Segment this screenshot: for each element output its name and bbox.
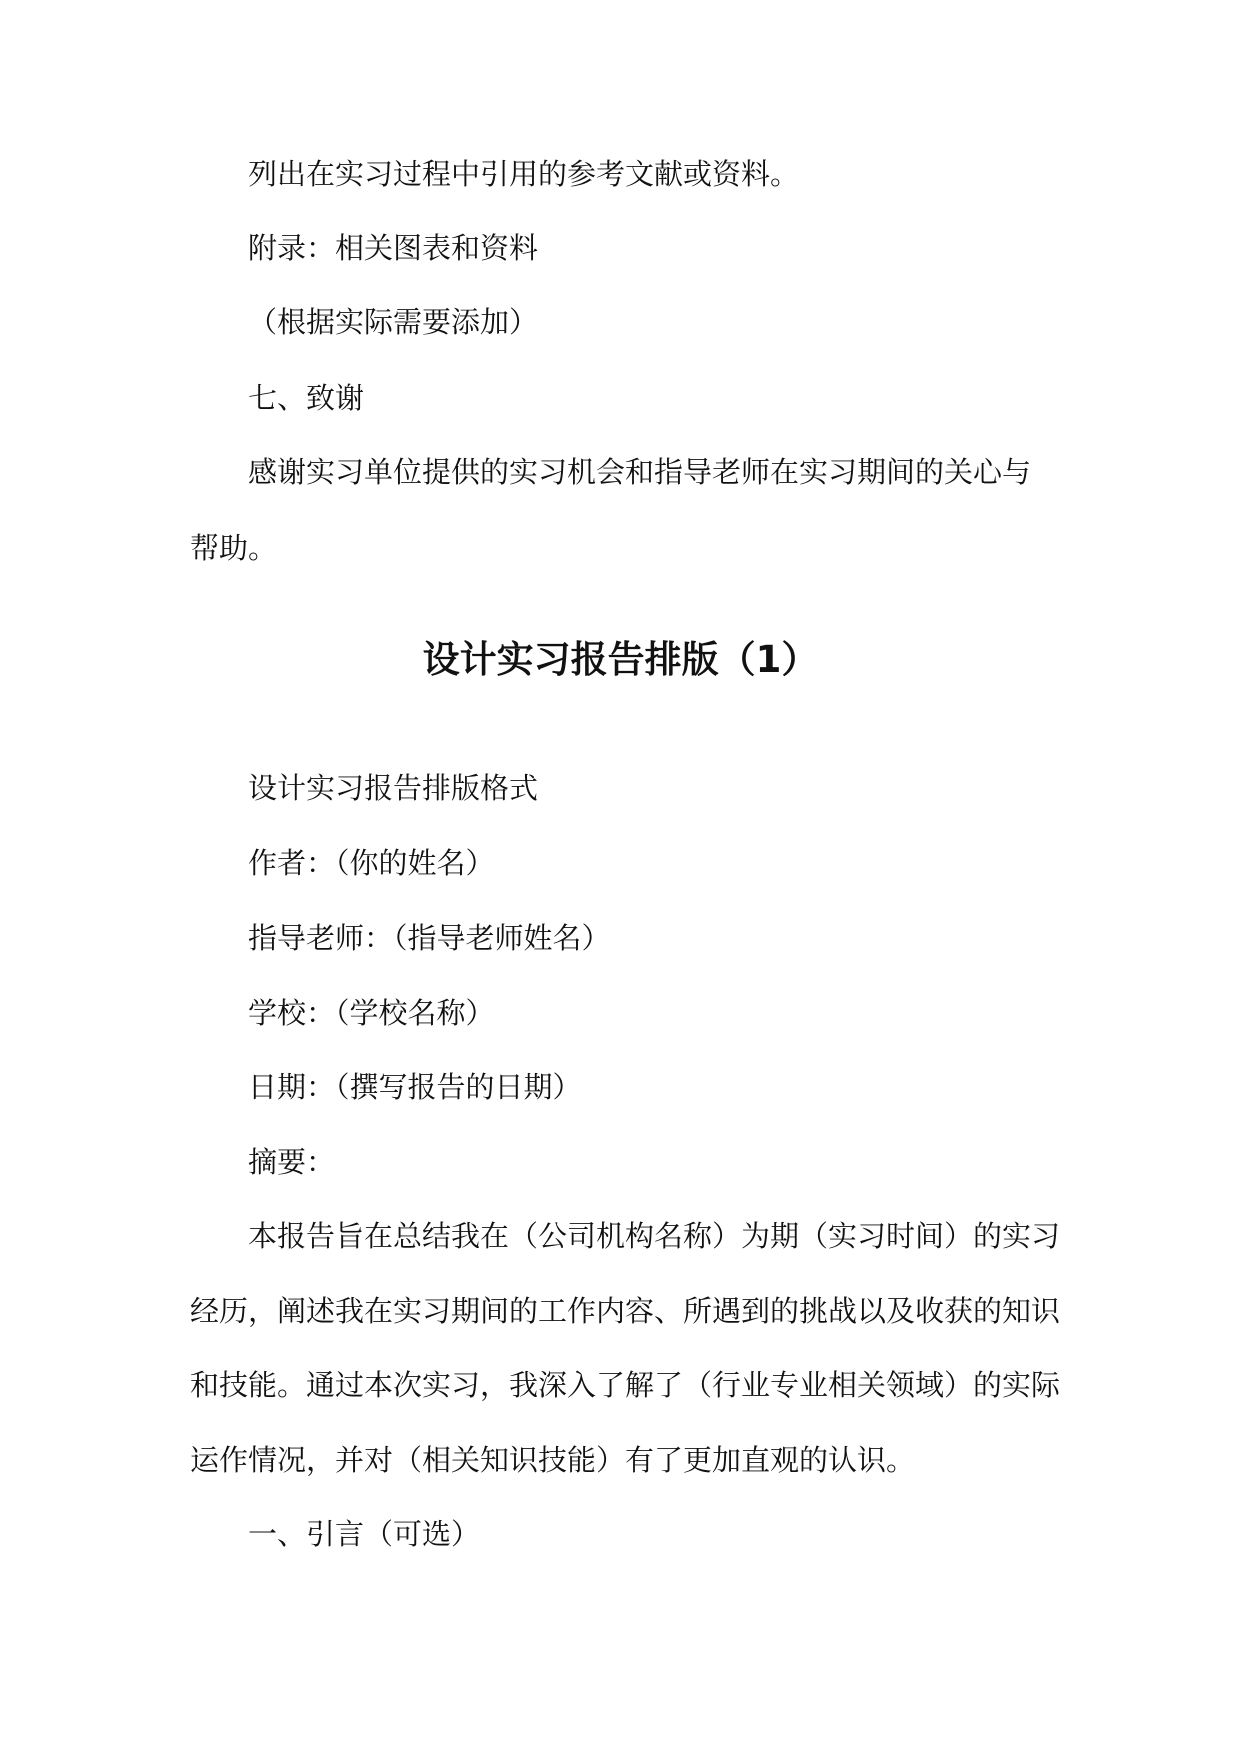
- abstract-heading: 摘要：: [248, 1145, 336, 1179]
- appendix-line: 附录：相关图表和资料: [248, 231, 539, 265]
- cover-field-author: 作者：（你的姓名）: [248, 846, 495, 880]
- cover-field-format: 设计实习报告排版格式: [248, 771, 539, 805]
- appendix-note: （根据实际需要添加）: [248, 305, 539, 339]
- cover-field-date: 日期：（撰写报告的日期）: [248, 1070, 582, 1104]
- section-heading-introduction: 一、引言（可选）: [248, 1517, 481, 1551]
- acknowledgement-heading: 七、致谢: [248, 381, 365, 415]
- page-title: 设计实习报告排版（1）: [422, 638, 819, 681]
- abstract-line-2: 经历，阐述我在实习期间的工作内容、所遇到的挑战以及收获的知识: [190, 1294, 1061, 1328]
- thanks-line-1: 感谢实习单位提供的实习机会和指导老师在实习期间的关心与: [248, 455, 1032, 489]
- abstract-line-1: 本报告旨在总结我在（公司机构名称）为期（实习时间）的实习: [248, 1219, 1061, 1253]
- abstract-line-3: 和技能。通过本次实习，我深入了解了（行业专业相关领域）的实际: [190, 1368, 1061, 1402]
- cover-field-advisor: 指导老师：（指导老师姓名）: [248, 921, 611, 955]
- cover-field-school: 学校：（学校名称）: [248, 996, 495, 1030]
- abstract-line-4: 运作情况，并对（相关知识技能）有了更加直观的认识。: [190, 1443, 916, 1477]
- thanks-line-2: 帮助。: [190, 531, 278, 565]
- references-line: 列出在实习过程中引用的参考文献或资料。: [248, 157, 800, 191]
